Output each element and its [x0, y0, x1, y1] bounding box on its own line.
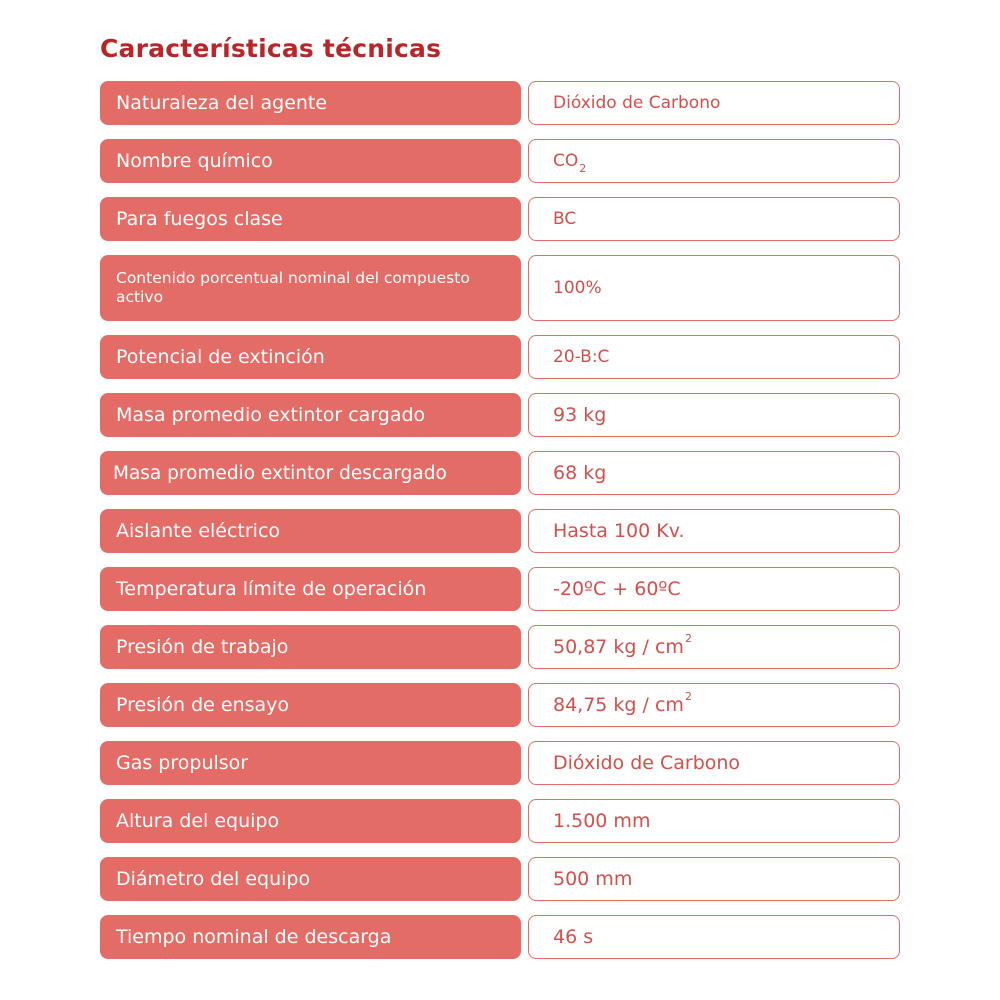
row-value — [528, 393, 900, 437]
row-label: Tiempo nominal de descarga — [100, 915, 521, 959]
value-text: 84,75 kg / cm — [553, 694, 684, 716]
table-row — [100, 857, 900, 901]
value-superscript: 2 — [684, 689, 692, 703]
row-value — [528, 509, 900, 553]
value-text: 100% — [553, 278, 602, 298]
table-row — [100, 393, 900, 437]
value-text: 46 s — [553, 926, 594, 948]
value-text: 50,87 kg / cm — [553, 636, 684, 658]
page-title: Características técnicas — [100, 34, 442, 63]
table-row — [100, 335, 900, 379]
row-value — [528, 255, 900, 321]
table-row — [100, 451, 900, 495]
row-label: Gas propulsor — [100, 741, 521, 785]
table-row — [100, 197, 900, 241]
table-row — [100, 81, 900, 125]
row-label: Temperatura límite de operación — [100, 567, 521, 611]
row-value — [528, 197, 900, 241]
value-text: -20ºC + 60ºC — [553, 578, 681, 600]
value-text: Hasta 100 Kv. — [553, 520, 685, 542]
table-row — [100, 799, 900, 843]
value-text: Dióxido de Carbono — [553, 752, 741, 774]
value-text: 68 kg — [553, 462, 607, 484]
row-label: Naturaleza del agente — [100, 81, 521, 125]
value-text: 20-B:C — [553, 347, 610, 367]
row-label: Aislante eléctrico — [100, 509, 521, 553]
row-label: Masa promedio extintor descargado — [100, 451, 521, 495]
value-text: 500 mm — [553, 868, 633, 890]
value-text: 93 kg — [553, 404, 607, 426]
value-text: BC — [553, 209, 577, 229]
row-label: Presión de trabajo — [100, 625, 521, 669]
row-label: Potencial de extinción — [100, 335, 521, 379]
row-label: Diámetro del equipo — [100, 857, 521, 901]
table-row — [100, 625, 900, 669]
row-label: Altura del equipo — [100, 799, 521, 843]
value-text: 1.500 mm — [553, 810, 651, 832]
row-value — [528, 81, 900, 125]
table-row — [100, 139, 900, 183]
row-value — [528, 683, 900, 727]
row-value — [528, 625, 900, 669]
row-value — [528, 567, 900, 611]
row-value — [528, 915, 900, 959]
row-value — [528, 741, 900, 785]
value-text: CO — [553, 151, 579, 171]
specs-table — [100, 81, 900, 973]
row-value — [528, 335, 900, 379]
value-text: Dióxido de Carbono — [553, 93, 721, 113]
table-row — [100, 683, 900, 727]
row-label: Presión de ensayo — [100, 683, 521, 727]
value-subscript: 2 — [579, 161, 587, 175]
row-value — [528, 451, 900, 495]
row-label: Contenido porcentual nominal del compuesto activo — [100, 255, 521, 321]
row-value — [528, 799, 900, 843]
table-row — [100, 255, 900, 321]
table-row — [100, 509, 900, 553]
row-value — [528, 857, 900, 901]
row-label: Para fuegos clase — [100, 197, 521, 241]
row-label: Nombre químico — [100, 139, 521, 183]
value-superscript: 2 — [684, 631, 692, 645]
row-value — [528, 139, 900, 183]
table-row — [100, 567, 900, 611]
table-row — [100, 915, 900, 959]
table-row — [100, 741, 900, 785]
row-label: Masa promedio extintor cargado — [100, 393, 521, 437]
